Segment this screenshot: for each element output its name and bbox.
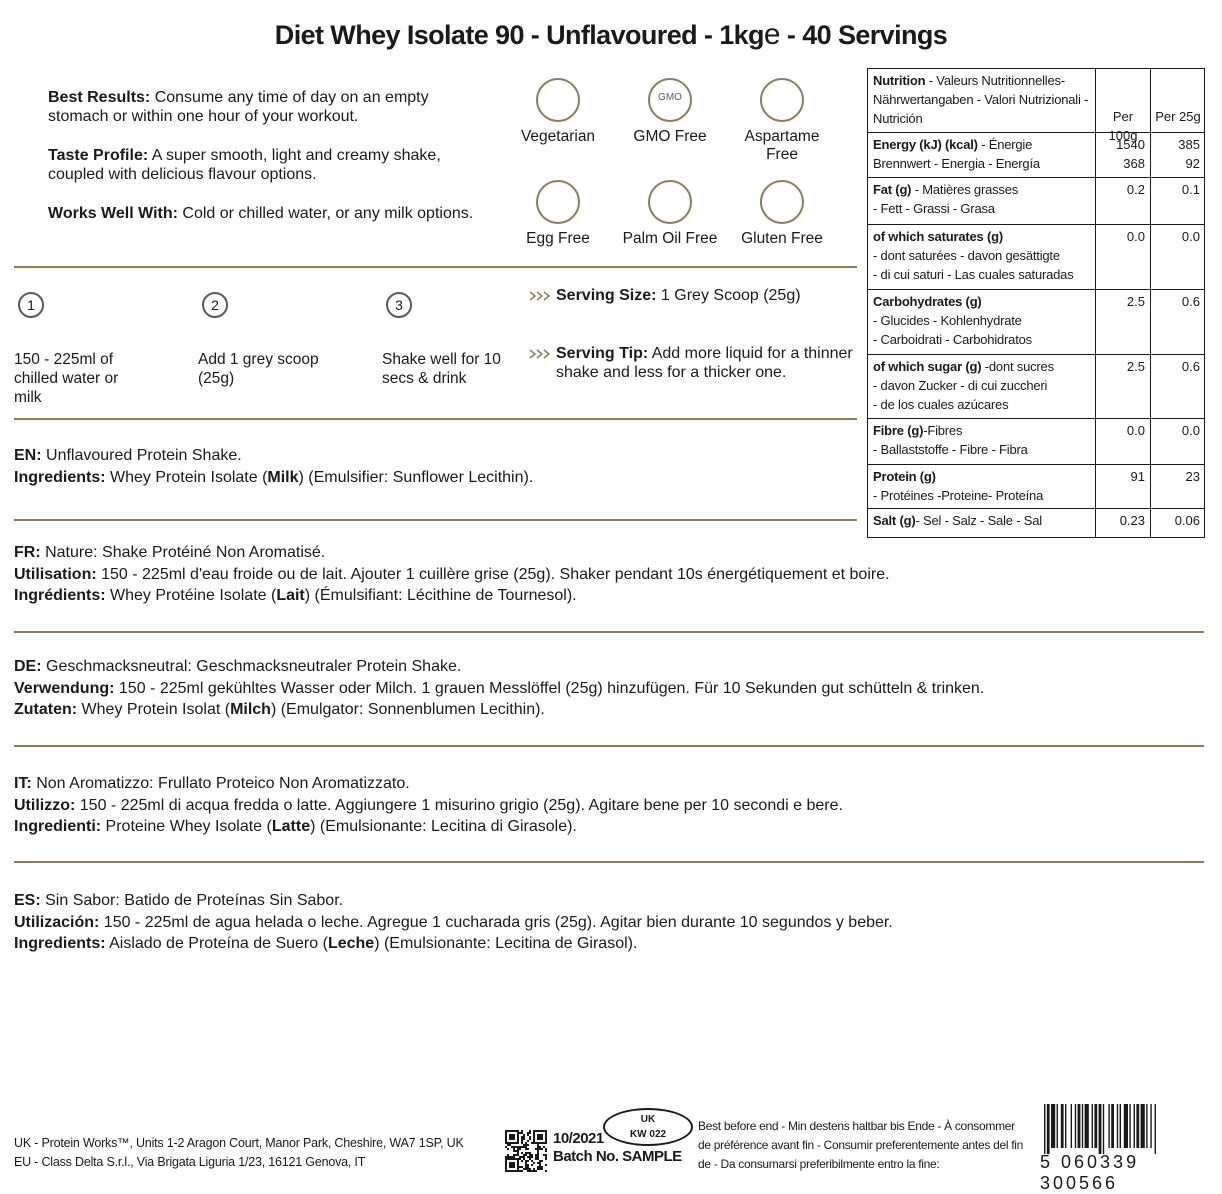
badge-egg-free — [508, 180, 608, 248]
nutrient-translation: - Matières grasses — [911, 182, 1019, 197]
chevron-bullet-icon — [528, 348, 550, 360]
badge-gmo-free — [620, 78, 720, 146]
feature-item — [18, 204, 488, 223]
feature-item — [18, 146, 488, 184]
nutrient-translation: - Protéines -Proteine- Proteína — [873, 488, 1044, 503]
feature-text: A super smooth, light and creamy shake, coupled with delicious flavour options. — [48, 147, 441, 183]
step-number: 2 — [202, 292, 228, 318]
step-number: 1 — [18, 292, 44, 318]
nutrition-header — [873, 71, 1095, 128]
nutrient-translation: - Fett - Grassi - Grasa — [873, 201, 995, 216]
serving-tip-text: Add more liquid for a thinner shake and less for a thicker one. — [556, 345, 853, 381]
line-text: Nature: Shake Protéiné Non Aromatisé. — [40, 544, 326, 561]
line-label: Zutaten: — [14, 701, 78, 718]
language-line — [14, 699, 1204, 721]
nutrient-name: Fibre (g) — [873, 423, 924, 438]
value-per-25g: 23 — [1185, 469, 1200, 484]
nutrition-col-divider — [1095, 69, 1096, 537]
line-label: FR: — [14, 544, 41, 561]
nutrition-row-divider — [868, 224, 1204, 225]
line-label: Ingredients: — [14, 935, 106, 952]
nutrient-name: of which sugar (g) — [873, 359, 982, 374]
value-per-25g: 0.0 — [1181, 229, 1200, 244]
nutrient-translation: -dont sucres — [981, 359, 1054, 374]
divider — [14, 745, 1204, 747]
badge-aspartame-free — [732, 78, 832, 164]
value-per-25g: 385 — [1178, 137, 1200, 152]
step-text: 150 - 225ml of chilled water or milk — [14, 351, 119, 406]
line-text: ) (Emulsionante: Lecitina di Girasole). — [310, 818, 577, 835]
language-line — [14, 890, 1204, 912]
nutrient-translation: - de los cuales azúcares — [873, 397, 1009, 412]
uk-mark — [603, 1108, 693, 1146]
line-text: ) (Emulsionante: Lecitina de Girasol). — [374, 935, 638, 952]
language-line — [14, 933, 1204, 955]
line-label: EN: — [14, 447, 42, 464]
language-line — [14, 656, 1204, 678]
nutrient-name: of which saturates (g) — [873, 229, 1003, 244]
chevron-bullet-icon — [18, 208, 42, 220]
line-label: Ingrédients: — [14, 587, 106, 604]
badge-label: Palm Oil Free — [622, 230, 718, 247]
line-label: IT: — [14, 775, 32, 792]
nutrient-translation: Brennwert - Energia - Energía — [873, 156, 1040, 171]
nutrient-translation: - davon Zucker - di cui zuccheri — [873, 378, 1048, 393]
nutrient-label — [873, 180, 1095, 218]
product-title — [0, 18, 1222, 52]
line-text: ) (Emulgator: Sonnenblumen Lecithin). — [270, 701, 545, 718]
line-label: DE: — [14, 658, 42, 675]
step-text: Shake well for 10 secs & drink — [382, 351, 501, 387]
nutrition-col-divider — [1150, 69, 1151, 537]
nutrition-row-divider — [868, 464, 1204, 465]
step-number: 3 — [386, 292, 412, 318]
line-text: Geschmacksneutral: Geschmacksneutraler Protein Shake. — [41, 658, 462, 675]
line-label: Utilización: — [14, 913, 100, 931]
line-text: Non Aromatizzo: Frullato Proteico Non Aromatizzato. — [31, 775, 410, 792]
feature-text: Cold or chilled water, or any milk options. — [177, 205, 474, 222]
nutrition-row-divider — [868, 132, 1204, 133]
value-per-25g: 0.0 — [1181, 423, 1200, 438]
nutrient-label — [873, 511, 1095, 530]
value-per-100g: 1540 — [1116, 137, 1145, 152]
language-line — [14, 678, 1204, 700]
nutrition-row-divider — [868, 177, 1204, 178]
chevron-bullet-icon — [528, 290, 550, 302]
language-line — [14, 585, 1204, 607]
aspartame-free-icon — [760, 78, 804, 122]
line-text: Sin Sabor: Batido de Proteínas Sin Sabor. — [40, 892, 344, 909]
allergen: Lait — [276, 587, 305, 604]
vegetarian-icon — [536, 78, 580, 122]
divider — [14, 519, 857, 521]
badge-label: Aspartame Free — [744, 128, 820, 163]
line-label: Utilizzo: — [14, 796, 76, 814]
barcode-icon — [1040, 1104, 1205, 1154]
line-text: ) (Émulsifiant: Lécithine de Tournesol). — [304, 587, 577, 604]
language-line — [14, 912, 1204, 934]
nutrient-name: Salt (g) — [873, 513, 916, 528]
nutrition-row-divider — [868, 418, 1204, 419]
value-per-25g: 92 — [1185, 156, 1200, 171]
badge-label: Vegetarian — [520, 128, 596, 145]
nutrient-translation: - di cui saturi - Las cuales saturadas — [873, 267, 1074, 282]
line-label: Ingredients: — [14, 468, 106, 486]
chevron-bullet-icon — [18, 150, 42, 162]
line-text: ) (Emulsifier: Sunflower Lecithin). — [298, 468, 534, 486]
line-text: Whey Protein Isolate ( — [105, 468, 268, 486]
estimated-mark: e — [763, 18, 781, 51]
divider — [14, 418, 857, 420]
nutrient-name: Protein (g) — [873, 469, 936, 484]
language-section — [14, 773, 1204, 838]
nutrition-table — [867, 68, 1205, 538]
nutrient-translation: - Glucides - Kohlenhydrate — [873, 313, 1022, 328]
value-per-100g: 2.5 — [1126, 359, 1145, 374]
nutrient-translation: - Sel - Salz - Sale - Sal — [915, 513, 1042, 528]
egg-free-icon — [536, 180, 580, 224]
nutrition-row-divider — [868, 289, 1204, 290]
step-text: Add 1 grey scoop (25g) — [198, 351, 319, 387]
language-line — [14, 816, 1204, 838]
uk-mark-label: UK — [640, 1114, 656, 1125]
allergen: Milk — [267, 468, 299, 486]
badge-label: Egg Free — [526, 230, 590, 247]
nutrient-label — [873, 135, 1095, 173]
feature-label: Best Results: — [48, 89, 151, 106]
badge-palm-oil-free — [620, 180, 720, 248]
nutrient-label — [873, 357, 1095, 414]
line-label: Verwendung: — [14, 679, 115, 697]
nutrition-subtitle: - Valeurs Nutritionnelles- Nährwertangaben - Valori Nutrizionali - Nutrición — [873, 73, 1089, 126]
barcode-number: 5 060339 300566 — [1040, 1152, 1140, 1193]
feature-text: Consume any time of day on an empty stomach or within one hour of your workout. — [48, 89, 429, 125]
best-before-text: Best before end - Min destens haltbar bis Ende - À consommer de préférence avant fin - Consumir preferentemente antes del fin de - Da consumarsi preferibilmente entro la fine: — [698, 1119, 1023, 1171]
feature-label: Works Well With: — [48, 205, 178, 222]
language-line — [14, 542, 1204, 564]
step-3 — [382, 288, 552, 408]
uk-mark-code: KW 022 — [629, 1129, 667, 1140]
feature-label: Taste Profile: — [48, 147, 149, 164]
value-per-25g: 0.1 — [1181, 182, 1200, 197]
line-text: 150 - 225ml de agua helada o leche. Agregue 1 cucharada gris (25g). Agitar bien durante 10 segundos y beber. — [99, 913, 893, 931]
nutrient-name: Energy (kJ) (kcal) — [873, 137, 978, 152]
value-per-100g: 0.23 — [1119, 513, 1145, 528]
nutrient-translation: - dont saturées - davon gesättigte — [873, 248, 1060, 263]
serving-tip-label: Serving Tip: — [556, 345, 649, 362]
palm-oil-free-icon — [648, 180, 692, 224]
line-label: Ingredienti: — [14, 818, 102, 835]
badge-label: GMO Free — [633, 128, 707, 145]
batch-number: Batch No. SAMPLE — [553, 1148, 682, 1165]
value-per-100g: 0.0 — [1126, 423, 1145, 438]
serving-size-text: 1 Grey Scoop (25g) — [656, 287, 801, 304]
language-section — [14, 542, 1204, 607]
gluten-free-icon — [760, 180, 804, 224]
nutrient-translation: - Ballaststoffe - Fibre - Fibra — [873, 442, 1028, 457]
allergen: Leche — [327, 935, 375, 952]
serving-size — [528, 286, 858, 305]
nutrient-label — [873, 227, 1095, 284]
badge-gluten-free — [732, 180, 832, 248]
value-per-100g: 368 — [1123, 156, 1145, 171]
value-per-100g: 0.0 — [1126, 229, 1145, 244]
allergen: Latte — [271, 818, 311, 835]
nutrient-translation: - Carboidrati - Carbohidratos — [873, 332, 1032, 347]
feature-item — [18, 88, 488, 126]
badge-label: Gluten Free — [741, 230, 823, 247]
value-per-25g: 0.6 — [1181, 359, 1200, 374]
step-1 — [14, 288, 184, 408]
divider — [14, 631, 1204, 633]
nutrition-row-divider — [868, 354, 1204, 355]
nutrition-row-divider — [868, 508, 1204, 509]
batch-date: 10/2021 — [553, 1130, 604, 1147]
badge-grid — [508, 78, 848, 258]
line-text: Unflavoured Protein Shake. — [41, 447, 242, 464]
divider — [14, 266, 857, 268]
badge-vegetarian — [508, 78, 608, 146]
line-text: 150 - 225ml di acqua fredda o latte. Aggiungere 1 misurino grigio (25g). Agitare bene per 10 secondi e bere. — [75, 796, 843, 814]
gmo-free-icon — [648, 78, 692, 122]
serving-size-label: Serving Size: — [556, 287, 657, 304]
language-line — [14, 795, 1204, 817]
per-25g-header: Per 25g — [1155, 109, 1201, 124]
step-2 — [198, 288, 368, 408]
language-line — [14, 564, 1204, 586]
line-text: Whey Protéine Isolate ( — [105, 587, 277, 604]
language-section — [14, 656, 1204, 721]
value-per-100g: 2.5 — [1126, 294, 1145, 309]
value-per-100g: 91 — [1130, 469, 1145, 484]
nutrient-label — [873, 467, 1095, 505]
nutrient-name: Carbohydrates (g) — [873, 294, 982, 309]
line-label: ES: — [14, 892, 41, 909]
nutrition-title: Nutrition — [873, 73, 926, 88]
serving-tip — [528, 344, 858, 382]
allergen: Milch — [230, 701, 271, 718]
line-text: Aislado de Proteína de Suero ( — [105, 935, 328, 952]
per-100g-header: Per 100g — [1108, 109, 1138, 143]
line-text: 150 - 225ml d'eau froide ou de lait. Ajouter 1 cuillère grise (25g). Shaker pendant 10s énergétiquement et boire. — [96, 565, 890, 583]
divider — [14, 861, 1204, 863]
address-eu: EU - Class Delta S.r.l., Via Brigata Liguria 1/23, 16121 Genova, IT — [14, 1155, 366, 1169]
nutrient-label — [873, 421, 1095, 459]
line-text: Proteine Whey Isolate ( — [101, 818, 272, 835]
value-per-100g: 0.2 — [1126, 182, 1145, 197]
line-label: Utilisation: — [14, 565, 97, 583]
nutrient-translation: -Fibres — [923, 423, 963, 438]
gmo-icon-text: GMO — [658, 92, 682, 103]
nutrient-label — [873, 292, 1095, 349]
value-per-25g: 0.06 — [1174, 513, 1200, 528]
value-per-25g: 0.6 — [1181, 294, 1200, 309]
nutrient-name: Fat (g) — [873, 182, 912, 197]
language-line — [14, 773, 1204, 795]
chevron-bullet-icon — [18, 92, 42, 104]
address-uk: UK - Protein Works™, Units 1-2 Aragon Court, Manor Park, Cheshire, WA7 1SP, UK — [14, 1136, 464, 1150]
language-section — [14, 890, 1204, 955]
qr-code-icon — [505, 1130, 547, 1172]
servings-count: - 40 Servings — [786, 20, 948, 50]
line-text: 150 - 225ml gekühltes Wasser oder Milch. 1 grauen Messlöffel (25g) hinzufügen. Für 10 Sekunden gut schütteln & trinken. — [114, 679, 985, 697]
product-name: Diet Whey Isolate 90 - Unflavoured - 1kg — [274, 20, 764, 50]
nutrient-translation: - Énergie — [977, 137, 1033, 152]
line-text: Whey Protein Isolat ( — [77, 701, 231, 718]
